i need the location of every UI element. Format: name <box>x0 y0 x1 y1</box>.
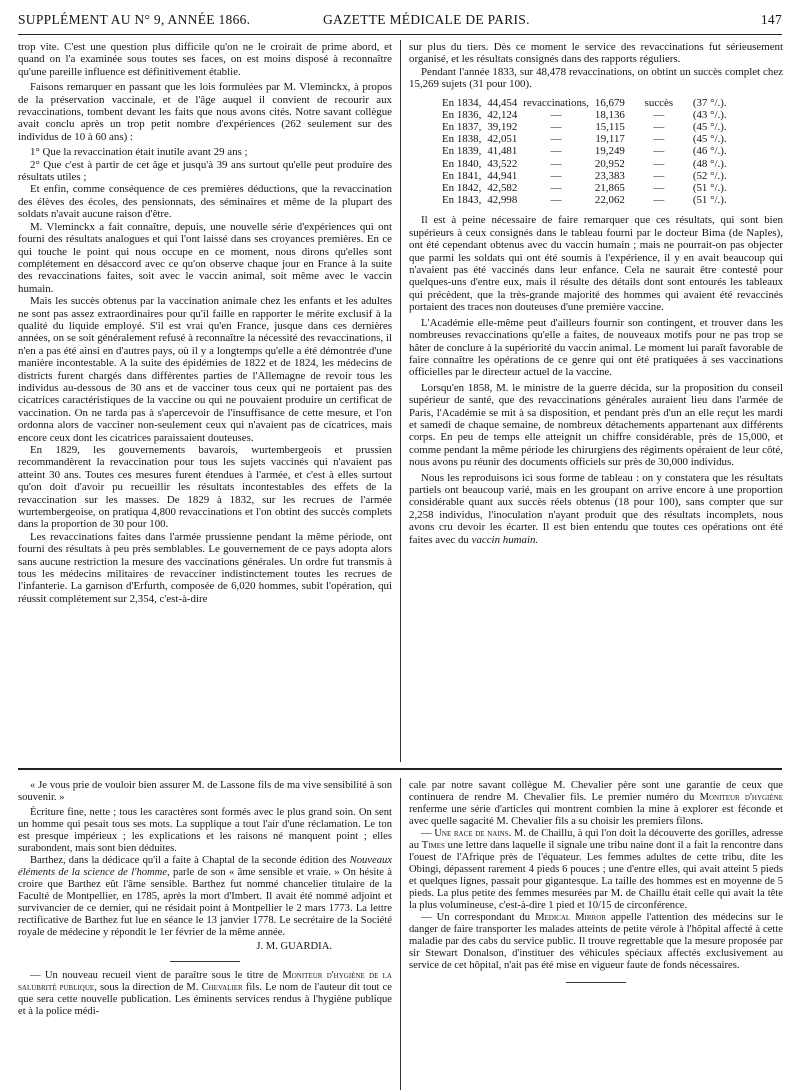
row-year: En 1841, <box>442 169 482 182</box>
table-row <box>439 194 730 206</box>
row-successes: 23,383 <box>594 169 625 182</box>
row-label: — <box>550 169 562 182</box>
paragraph-text: parle de son « âme sensible et vraie. » On hésite à croire que Barthez eût l'âme sensible. Barthez fut nommé chancelier titulaire de la Faculté de Montpellier, en 1785, après la mort d'Imbert. Il avait été nommé adjoint et survivancier de ce dernier, qui ne résidait point à Montpellier le 2 mars 1773. La lettre rectificative de Barthez fut lue en séance le 13 janvier 1778. Le secrétaire de la Société royale de médecine y répondit le 1er février de la même année. <box>18 867 392 938</box>
header-rule <box>18 34 782 35</box>
row-percent: (51 °/.). <box>692 194 727 207</box>
row-year: En 1839, <box>442 145 482 158</box>
row-label: revaccinations, <box>523 96 589 109</box>
paragraph: Faisons remarquer en passant que les lois formulées par M. Vleminckx, à propos de la préservation vaccinale, et de l'âge auquel il convient de recourir aux revaccinations, tombent devant les faits que nous avons cités. Notre savant collègue avait conclu après un trop petit nombre d'expériences (262 seulement sur des individus de 10 à 60 ans) : <box>18 81 392 143</box>
feuilleton-column-left <box>18 780 392 1090</box>
paragraph-text: cale par notre savant collègue M. Chevalier père sont une garantie de ceux que continuera de rendre M. Chevalier fils. Le premier numéro du <box>409 780 783 803</box>
running-header <box>18 10 782 32</box>
paragraph: Lorsqu'en 1858, M. le ministre de la guerre décida, sur la proposition du conseil supérieur de santé, que des revaccinations générales auraient lieu dans l'armée de Paris, l'Académie se mit à sa disposition, et pendant près d'un an elle reçut les mardi et samedi de chaque semaine, de nombreux détachements appartenant aux différents corps. En peu de temps elle atteignit un chiffre considérable, près de 15,000, et comme pendant la même période les chirurgiens des régiments opéraient de leur côté, nous avons pu réunir des documents officiels sur près de 30,000 individus. <box>409 381 783 469</box>
row-percent: (51 °/.). <box>692 182 727 195</box>
dash: — <box>421 828 432 839</box>
paragraph-text: Nous les reproduisons ici sous forme de tableau : on y constatera que les résultats partiels ont beaucoup varié, mais en les groupant on arrive encore à une proportion considérable quant aux succès réels obtenus (18 pour 100), sans compter que sur 2,258 individus, l'inoculation n'ayant produit que des résultats incomplets, nous avons cru devoir les écarter. Il est bien entendu que toutes ces opérations ont été faites avec du <box>409 471 783 546</box>
book-title: Nouveaux éléments de la science de l'homme, <box>18 855 392 878</box>
paragraph: sur plus du tiers. Dès ce moment le service des revaccinations fut sérieusement organisé, et les résultats consignés dans des rapports réguliers. <box>409 41 783 66</box>
row-successes: 19,249 <box>594 145 625 158</box>
paragraph: Les revaccinations faites dans l'armée prussienne pendant la même période, ont fourni des résultats à peu près semblables. Le gouvernement de ce pays adopta alors sans aucune restriction la mesure des vaccinations générales. Un ordre fut transmis à tous les médecins militaires de revacciner indistinctement toutes les recrues de l'infanterie. La garnison d'Erfurth, composée de 6,020 hommes, subit l'opération, qui réussit complétement sur 2,354, c'est-à-dire <box>18 530 392 605</box>
table-row <box>439 170 730 182</box>
paragraph-text: — Un nouveau recueil vient de paraître sous le titre de <box>30 970 279 981</box>
row-revaccinations: 42,582 <box>487 182 518 195</box>
row-revaccinations: 39,192 <box>487 121 518 134</box>
row-percent: (48 °/.). <box>692 157 727 170</box>
table-row <box>439 145 730 157</box>
row-year: En 1840, <box>442 157 482 170</box>
row-year: En 1838, <box>442 133 482 146</box>
paragraph: « Je vous prie de vouloir bien assurer M. de Lassone fils de ma vive sensibilité à son souvenir. » <box>18 780 392 803</box>
paragraph: trop vite. C'est une question plus difficile qu'on ne le croirait de prime abord, et quand on l'a examinée sous toutes ses faces, on est moins disposé à reconnaître qu'une pareille influence est définitivement établie. <box>18 41 392 78</box>
row-revaccinations: 42,998 <box>487 194 518 207</box>
row-successes: 20,952 <box>594 157 625 170</box>
paragraph: Il est à peine nécessaire de faire remarquer que ces résultats, qui sont bien supérieurs à ceux consignés dans le tableau fourni par le docteur Bima (de Naples), ont été cependant obtenus avec du vaccin humain ; mais ne pourrait-on pas objecter que parmi les soldats qui ont été soumis à l'expérience, il y en avait beaucoup qui n'avaient pas été vaccinés dans leur enfance. Cela ne saurait être contesté pour quelques-uns d'entre eux, mais il résulte des détails dont sont entourés les tableaux qui précèdent, que la très-grande majorité des hommes qui avaient été revaccinés portaient des traces non douteuses d'une première vaccine. <box>409 214 783 314</box>
revaccination-table <box>439 97 730 207</box>
paragraph <box>409 828 783 912</box>
page-number: 147 <box>760 12 782 27</box>
row-percent: (45 °/.). <box>692 121 727 134</box>
paragraph-text: une lettre dans laquelle il signale une tribu naine dont il a fait la rencontre dans l'ouest de l'Afrique près de l'équateur. Les femmes adultes de cette tribu, dite les Obingi, dépassent rarement 4 pieds 6 pouces ; une d'entre elles, qui avait atteint 5 pieds et quelques lignes, passait pour gigantesque. La taille des hommes est en moyenne de 5 pieds. La plus petite des femmes mesurées par M. de Chaillu était celle qui avait la tête la plus volumineuse, c'est-à-dire 1 pied et 10/15 de circonférence. <box>409 840 783 911</box>
header-journal-title: GAZETTE MÉDICALE DE PARIS. <box>323 12 530 27</box>
table-row <box>439 97 730 109</box>
paragraph-text: appelle l'attention des médecins sur le danger de faire transporter les malades atteints de petite vérole à l'hôpital affecté à cette maladie par des cabs du service public. Il trouve regrettable que la mesure proposée par sir Stewart Donalson, d'instituer des véhicules spéciaux affectés exclusivement au service de cet hôpital, n'ait pas été mise en vigueur faute de fonds nécessaires. <box>409 912 783 971</box>
publication-title: Moniteur d'hygiène de la salubrité publique, <box>18 970 392 993</box>
row-label: — <box>550 182 562 195</box>
paragraph <box>409 472 783 546</box>
row-unit: — <box>653 194 665 207</box>
paragraph <box>409 912 783 972</box>
row-unit: — <box>653 121 665 134</box>
row-unit: — <box>653 169 665 182</box>
section-rule <box>18 768 782 770</box>
row-percent: (43 °/.). <box>692 108 727 121</box>
paragraph: Pendant l'année 1833, sur 48,478 revaccinations, on obtint un succès complet chez 15,269 sujets (31 pour 100). <box>409 65 783 91</box>
row-year: En 1837, <box>442 121 482 134</box>
row-successes: 21,865 <box>594 182 625 195</box>
row-year: En 1843, <box>442 194 482 207</box>
short-rule <box>170 961 240 962</box>
row-unit: succès <box>644 96 674 109</box>
row-percent: (52 °/.). <box>692 169 727 182</box>
person-name: Chevalier <box>201 982 243 993</box>
paragraph: En 1829, les gouvernements bavarois, wurtembergeois et prussien recommandèrent la revaccination pour tous les sujets vaccinés qui n'avaient pas atteint 30 ans. Toutes ces mesures furent étendues à l'armée, et c'est à elles surtout qu'on doit d'avoir pu recueillir les résultats incontestables des effets de la revaccination sur les masses. De 1829 à 1832, sur les recrues de l'armée wurtembergeoise, on pratiqua 4,800 revaccinations et l'on obtint des succès complets dans la proportion de 30 pour 100. <box>18 444 392 531</box>
item-heading: Une race de nains. <box>434 828 512 839</box>
row-label: — <box>550 194 562 207</box>
row-unit: — <box>653 182 665 195</box>
row-label: — <box>550 133 562 146</box>
paragraph-text: Barthez, dans la dédicace qu'il a faite à Chaptal de la seconde édition des <box>30 855 347 866</box>
row-label: — <box>550 157 562 170</box>
table-row <box>439 121 730 133</box>
short-rule <box>566 982 626 983</box>
row-successes: 18,136 <box>594 108 625 121</box>
paragraph: Mais les succès obtenus par la vaccination animale chez les enfants et les adultes ne sont pas assez extraordinaires pour qu'il faille en rapporter le mérite exclusif à la qualité du liquide employé. S'il est vrai qu'en France, jusque dans ces dernières années, on se soit généralement refusé à reconnaître la nécessité des revaccinations, il n'en a pas été ainsi en d'autres pays, où il y a longtemps qu'elle a été démontrée d'une manière incontestable. A la suite des épidémies de 1822 et de 1824, les médecins de districts furent chargés dans différentes parties de l'Allemagne de revoir tous les individus au-dessous de 30 ans et de vacciner tous ceux qui ne portaient pas des cicatrices caractéristiques de la vaccine ou qui ne pouvaient produire un certificat de vaccination. On ne tarda pas à s'apercevoir de l'insuffisance de cette mesure, et l'on ordonna alors de vacciner non-seulement ceux qui n'avaient pas de cicatrices, mais encore ceux dont les cicatrices paraissaient douteuses. <box>18 295 392 444</box>
row-label: — <box>550 145 562 158</box>
paragraph-text: renferme une série d'articles qui montrent combien la mine à explorer est féconde et avec quelle sagacité M. Chevalier fils a su choisir les premiers filons. <box>409 804 783 827</box>
paragraph <box>18 970 392 1018</box>
paragraph-text: sous la direction de M. <box>99 982 199 993</box>
paragraph: 1° Que la revaccination était inutile avant 29 ans ; <box>30 146 248 159</box>
paragraph: Écriture fine, nette ; tous les caractères sont formés avec le plus grand soin. On sent un homme qui pesait tous ses mots. La supplique a tout l'air d'une réclamation. Le ton est presque impérieux ; les explications et les raisons né manquent point ; elles surabondent, mais sont bien déduites. <box>18 807 392 854</box>
publication-title: Moniteur d'hygiène <box>699 792 783 803</box>
row-year: En 1834, <box>442 96 482 109</box>
table-row <box>439 133 730 145</box>
row-year: En 1842, <box>442 182 482 195</box>
paragraph: L'Académie elle-même peut d'ailleurs fournir son contingent, et trouver dans les nombreuses revaccinations qu'elle a faites, de nouveaux motifs pour ne pas trop se hâter de conclure à la supériorité du vaccin animal. Le moment lui paraît favorable de faire connaître les opérations de ce genre qui ont été pratiquées à ses vaccinations officielles par le directeur actuel de la vaccine. <box>409 316 783 379</box>
table-row <box>439 182 730 194</box>
article-column-right <box>409 41 783 760</box>
row-revaccinations: 44,941 <box>487 169 518 182</box>
row-percent: (37 °/.). <box>692 96 727 109</box>
header-supplement: SUPPLÉMENT AU N° 9, ANNÉE 1866. <box>18 12 251 27</box>
row-revaccinations: 42,124 <box>487 108 518 121</box>
row-label: — <box>550 108 562 121</box>
row-successes: 15,115 <box>595 121 625 134</box>
row-successes: 19,117 <box>595 133 625 146</box>
paragraph-text: M. de Chaillu, à qui l'on doit la découverte des gorilles, adresse au <box>409 828 783 851</box>
row-label: — <box>550 121 562 134</box>
paragraph: M. Vleminckx a fait connaître, depuis, une nouvelle série d'expériences qui ont fourni des résultats analogues et qui l'ont laissé dans ses croyances premières. En ce qui touche le point qui nous occupe en ce moment, nous dirons qu'elles sont complétement en désaccord avec ce qu'on observe chaque jour en France à la suite des revaccinations faites, soit avec le vaccin animal, soit même avec le vaccin humain. <box>18 220 392 295</box>
emphasis-text: vaccin humain. <box>471 533 539 546</box>
row-revaccinations: 43,522 <box>487 157 518 170</box>
column-divider-bottom <box>400 778 401 1090</box>
row-unit: — <box>653 157 665 170</box>
row-revaccinations: 44,454 <box>487 96 518 109</box>
row-revaccinations: 41,481 <box>487 145 518 158</box>
newspaper-name: Times <box>421 840 445 851</box>
row-successes: 16,679 <box>594 96 625 109</box>
paragraph: Et enfin, comme conséquence de ces premières déductions, que la revaccination des élèves des écoles, des pensionnats, des séminaires et même de la plupart des soldats n'avait aucune raison d'être. <box>18 183 392 221</box>
table-row <box>439 158 730 170</box>
author-signature: J. M. GUARDIA. <box>256 941 332 952</box>
row-percent: (45 °/.). <box>692 133 727 146</box>
row-year: En 1836, <box>442 108 482 121</box>
row-unit: — <box>653 145 665 158</box>
paragraph: 2° Que c'est à partir de cet âge et jusqu'à 39 ans surtout qu'elle peut produire des résultats utiles ; <box>18 158 392 184</box>
paragraph-text: fils. Le nom de l'auteur dit tout ce que sera cette nouvelle publication. Les éminents services rendus à l'hygiène publique et à la police médi- <box>18 982 392 1017</box>
paragraph <box>409 780 783 828</box>
paragraph-text: — Un correspondant du <box>421 912 531 923</box>
article-column-left <box>18 41 392 760</box>
row-successes: 22,062 <box>594 194 625 207</box>
column-divider-top <box>400 40 401 762</box>
row-unit: — <box>653 108 665 121</box>
row-revaccinations: 42,051 <box>487 133 518 146</box>
row-percent: (46 °/.). <box>692 145 727 158</box>
row-unit: — <box>653 133 665 146</box>
paragraph <box>18 855 392 939</box>
feuilleton-column-right <box>409 780 783 1090</box>
table-row <box>439 109 730 121</box>
publication-title: Medical Mirror <box>535 912 606 923</box>
